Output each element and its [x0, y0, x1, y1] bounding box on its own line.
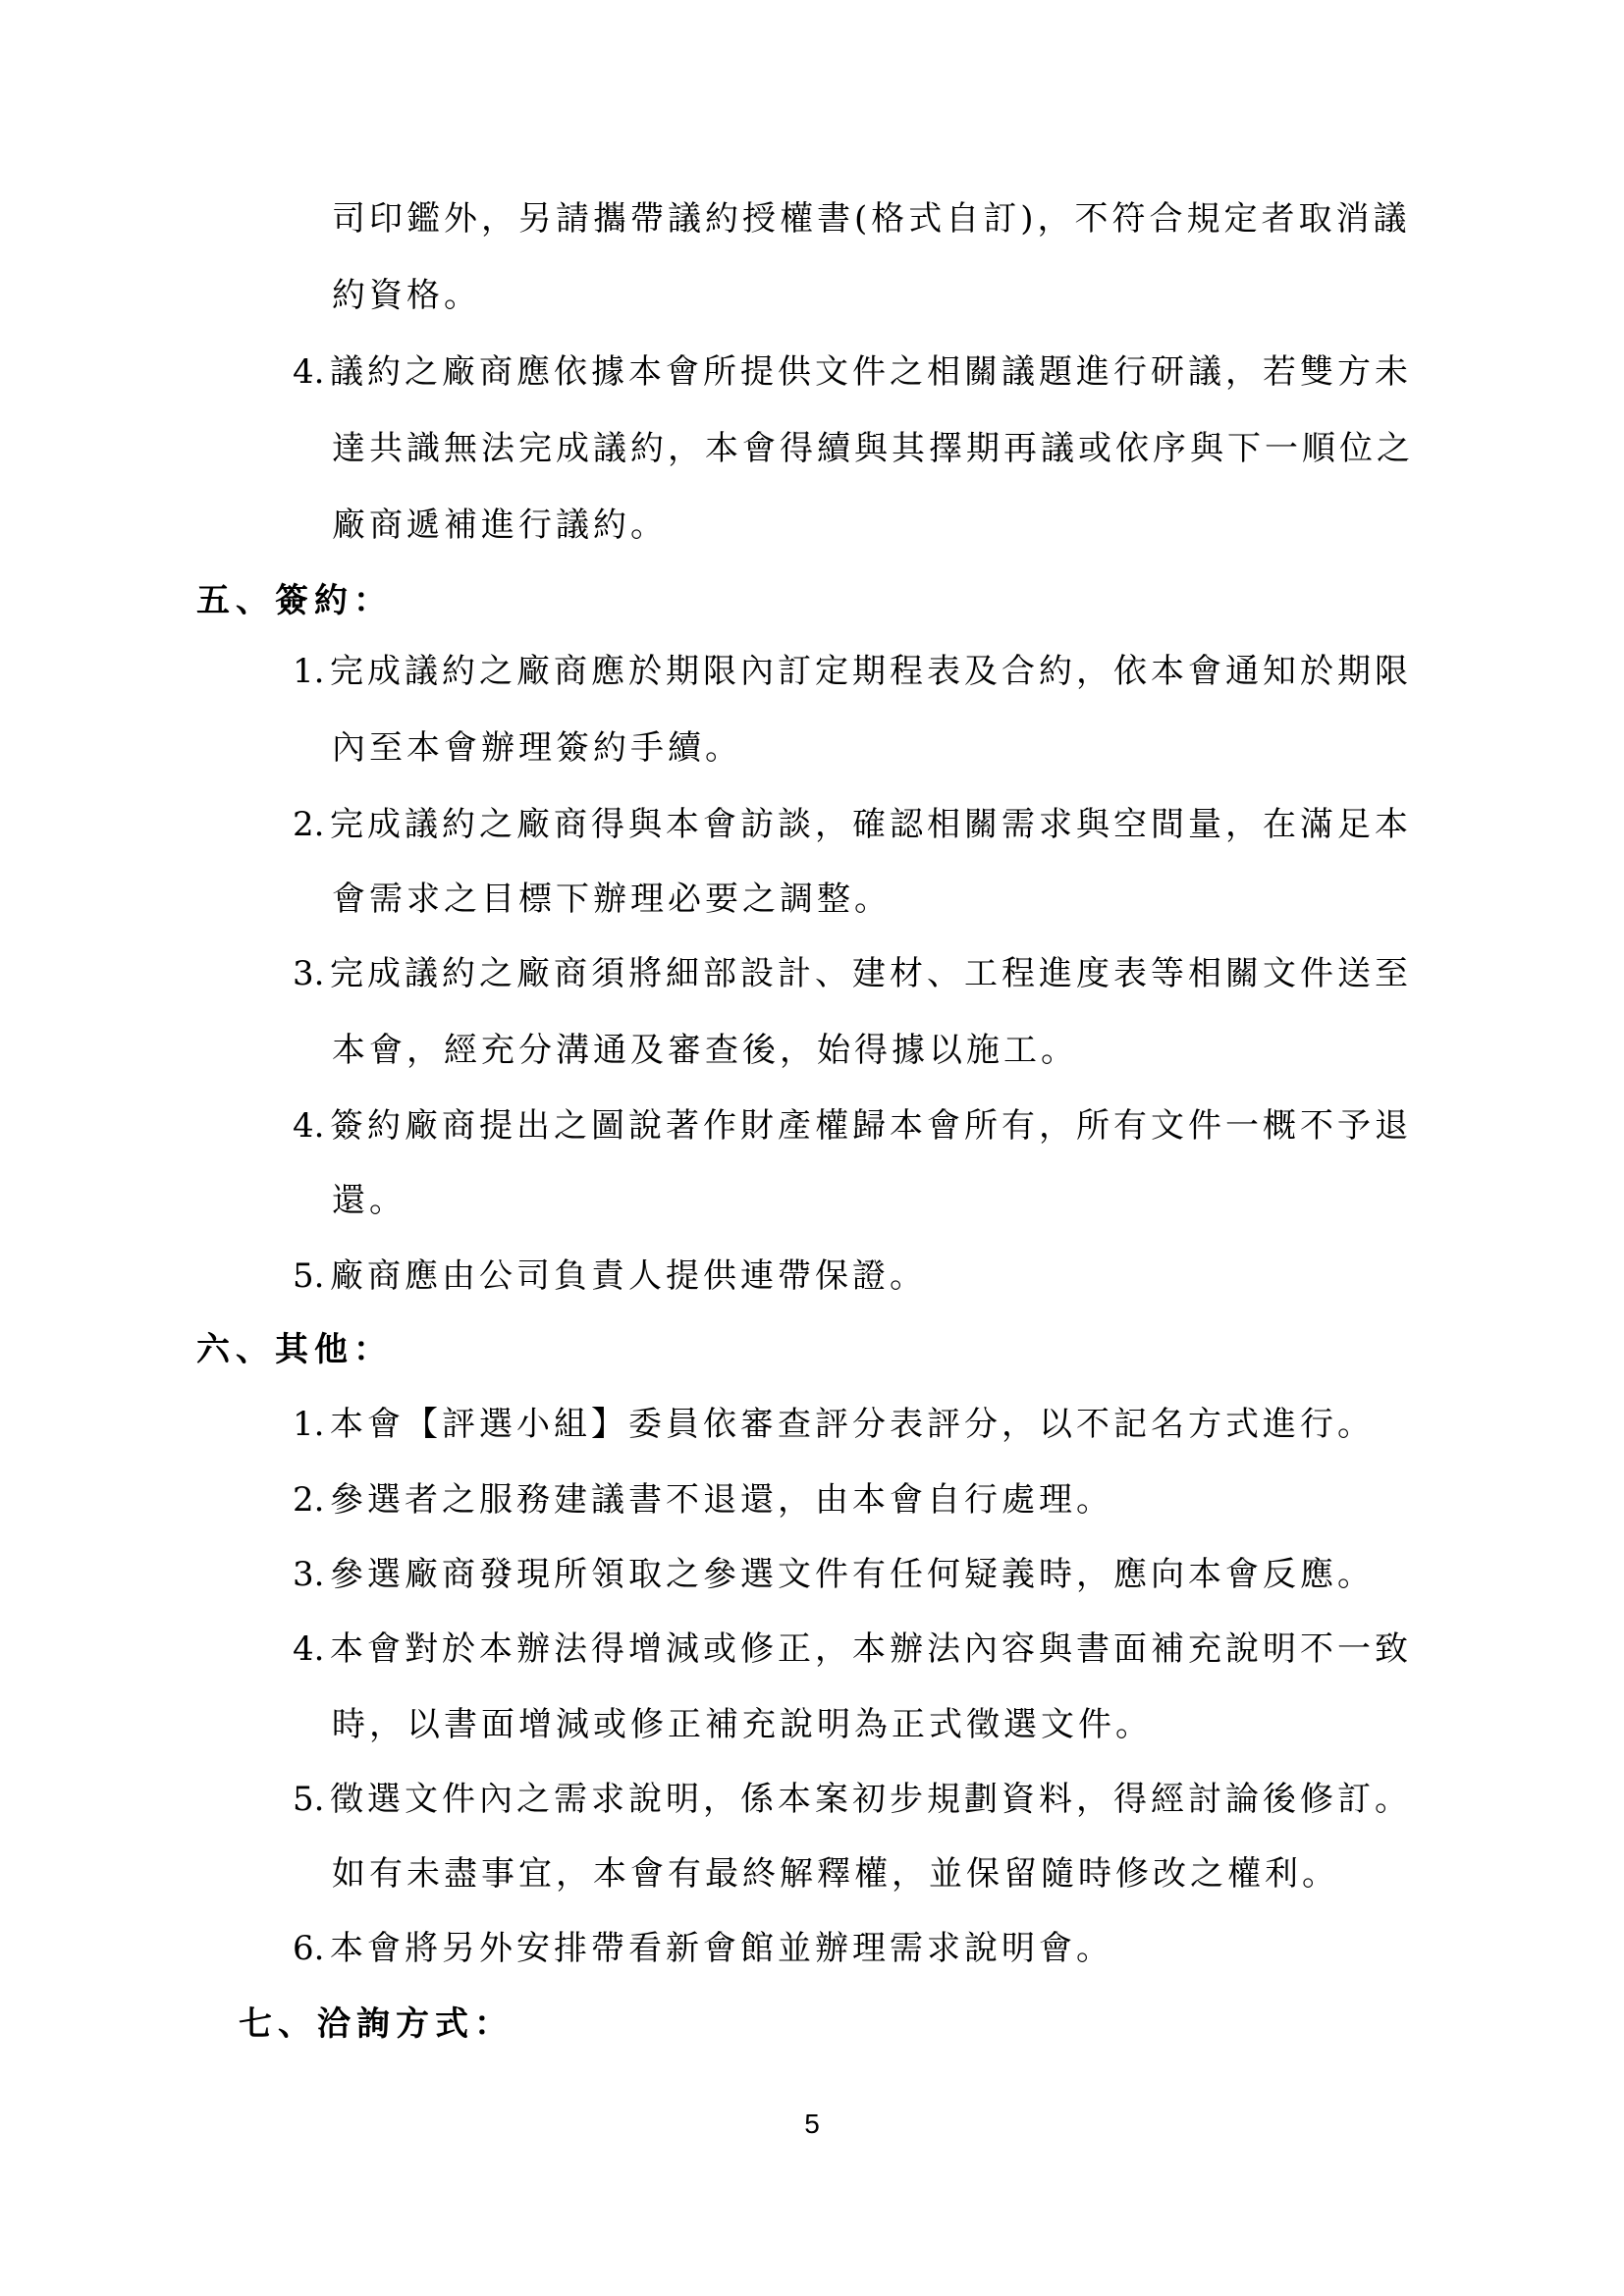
item-number: 4.	[293, 1106, 325, 1146]
sec6-item5-line2: 如有未盡事宜，本會有最終解釋權，並保留隨時修改之權利。	[332, 1854, 1339, 1894]
item-number: 3.	[293, 954, 325, 993]
sec6-item2-line1: 2. 參選者之服務建議書不退還，由本會自行處理。	[293, 1480, 1113, 1520]
sec5-item3-line1: 3. 完成議約之廠商須將細部設計、建材、工程進度表等相關文件送至	[293, 954, 1412, 993]
sec5-item5-line1: 5. 廠商應由公司負責人提供連帶保證。	[293, 1256, 927, 1296]
item-number: 4.	[293, 1629, 325, 1669]
sec5-item1-line2: 內至本會辦理簽約手續。	[332, 728, 742, 768]
item-number: 6.	[293, 1929, 325, 1968]
item-number: 3.	[293, 1555, 325, 1594]
sec5-item2-line2: 會需求之目標下辦理必要之調整。	[332, 880, 892, 919]
sec5-item4-line1: 4. 簽約廠商提出之圖說著作財產權歸本會所有，所有文件一概不予退	[293, 1106, 1412, 1146]
sec6-item3-line1: 3. 參選廠商發現所領取之參選文件有任何疑義時，應向本會反應。	[293, 1555, 1375, 1594]
item-number: 1.	[293, 652, 325, 691]
sec4-item4-line2: 達共識無法完成議約，本會得續與其擇期再議或依序與下一順位之	[332, 429, 1414, 468]
sec5-item4-line2: 還。	[332, 1181, 406, 1220]
item-number: 2.	[293, 1480, 325, 1520]
sec5-item3-line2: 本會，經充分溝通及審查後，始得據以施工。	[332, 1031, 1078, 1070]
sec4-item3-line1: 司印鑑外，另請攜帶議約授權書(格式自訂)，不符合規定者取消議	[332, 199, 1411, 239]
page-number: 5	[804, 2109, 820, 2139]
sec4-item4-line3: 廠商遞補進行議約。	[332, 506, 668, 545]
sec6-item1-line1: 1. 本會【評選小組】委員依審查評分表評分，以不記名方式進行。	[293, 1405, 1375, 1444]
item-number: 4.	[293, 352, 325, 392]
sec6-item6-line1: 6. 本會將另外安排帶看新會館並辦理需求說明會。	[293, 1929, 1113, 1968]
sec6-item4-line2: 時，以書面增減或修正補充說明為正式徵選文件。	[332, 1705, 1153, 1744]
section-heading-6: 六、其他：	[196, 1330, 393, 1369]
section-heading-5: 五、簽約：	[196, 581, 393, 620]
sec6-item4-line1: 4. 本會對於本辦法得增減或修正，本辦法內容與書面補充說明不一致	[293, 1629, 1412, 1669]
item-number: 5.	[293, 1780, 325, 1819]
sec5-item2-line1: 2. 完成議約之廠商得與本會訪談，確認相關需求與空間量，在滿足本	[293, 805, 1412, 844]
item-number: 5.	[293, 1256, 325, 1296]
sec5-item1-line1: 1. 完成議約之廠商應於期限內訂定期程表及合約，依本會通知於期限	[293, 652, 1412, 691]
item-number: 2.	[293, 805, 325, 844]
sec4-item4-line1: 4. 議約之廠商應依據本會所提供文件之相關議題進行研議，若雙方未	[293, 352, 1412, 392]
sec4-item3-line2: 約資格。	[332, 276, 481, 315]
sec6-item5-line1: 5. 徵選文件內之需求說明，係本案初步規劃資料，得經討論後修訂。	[293, 1780, 1412, 1819]
item-number: 1.	[293, 1405, 325, 1444]
section-heading-7: 七、洽詢方式：	[239, 2004, 514, 2044]
